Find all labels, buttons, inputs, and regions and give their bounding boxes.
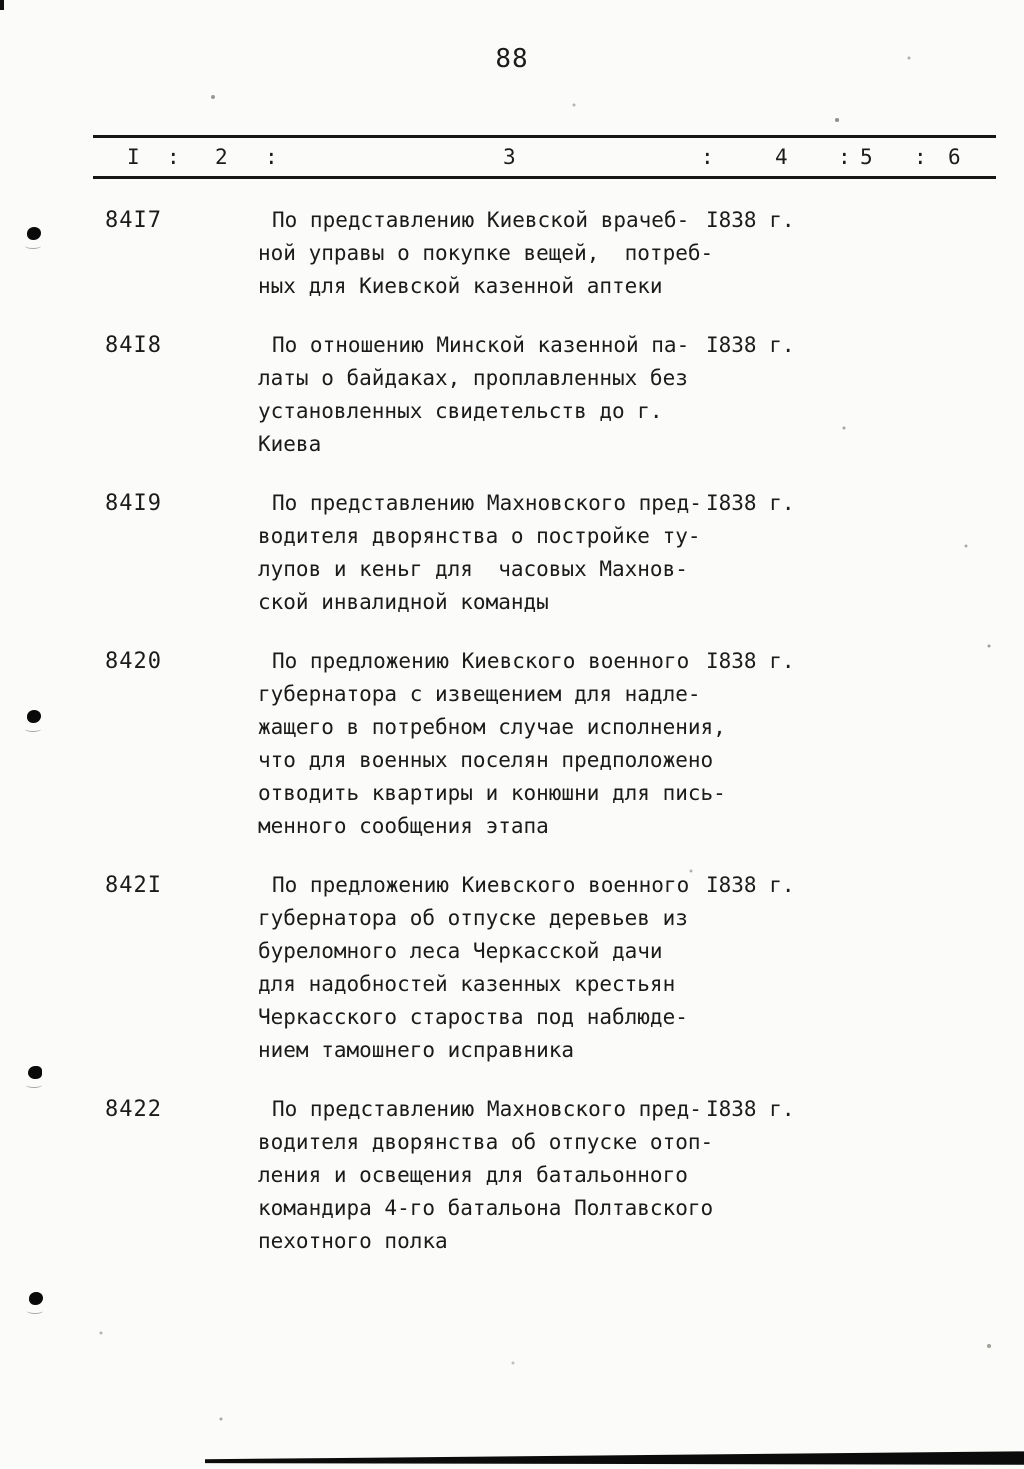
entry-text-line: По представлению Киевской врачеб- <box>272 208 690 232</box>
column-separator: : <box>701 145 714 169</box>
entry-number: 84I8 <box>105 333 162 358</box>
entry-text-line: По предложению Киевского военного <box>272 649 690 673</box>
entry-text-line: Черкасского староства под наблюде- <box>258 1005 688 1029</box>
column-header-6: 6 <box>948 145 961 169</box>
entry-number: 84I9 <box>105 491 162 516</box>
entry-year: I838 г. <box>706 491 795 515</box>
entry-description <box>258 204 728 303</box>
entry-text-line: губернатора с извещением для надле- <box>258 682 701 706</box>
column-separator: : <box>838 145 851 169</box>
entry-year: I838 г. <box>706 1097 795 1121</box>
column-header-1: I <box>127 145 140 169</box>
entry-text-line: лупов и кеньг для часовых Махнов- <box>258 557 688 581</box>
entry-description <box>258 1093 728 1258</box>
ink-blot <box>28 1066 42 1079</box>
table-row <box>0 1093 1024 1258</box>
entry-text-line: пехотного полка <box>258 1229 448 1253</box>
entry-number: 8422 <box>105 1097 162 1122</box>
entry-text-line: командира 4-го батальона Полтавского <box>258 1196 714 1220</box>
entry-description <box>258 645 728 843</box>
entry-text-line: для надобностей казенных крестьян <box>258 972 676 996</box>
entry-description <box>258 329 728 461</box>
entry-text-line: губернатора об отпуске деревьев из <box>258 906 688 930</box>
entry-list <box>0 204 1024 1284</box>
entry-text-line: менного сообщения этапа <box>258 814 549 838</box>
entry-text-line: буреломного леса Черкасской дачи <box>258 939 663 963</box>
entry-text-line: установленных свидетельств до г. <box>258 399 663 423</box>
entry-text-line: ной управы о покупке вещей, потреб- <box>258 241 714 265</box>
entry-text-line: отводить квартиры и конюшни для пись- <box>258 781 726 805</box>
column-separator: : <box>167 145 180 169</box>
entry-text-line: По предложению Киевского военного <box>272 873 690 897</box>
column-separator: : <box>265 145 278 169</box>
column-header-5: 5 <box>860 145 873 169</box>
entry-text-line: что для военных поселян предположено <box>258 748 714 772</box>
ink-blot <box>29 1292 43 1305</box>
entry-text-line: По представлению Махновского пред- <box>272 1097 702 1121</box>
table-row <box>0 645 1024 843</box>
entry-text-line: ской инвалидной команды <box>258 590 549 614</box>
entry-description <box>258 487 728 619</box>
column-header-2: 2 <box>215 145 228 169</box>
entry-text-line: ных для Киевской казенной аптеки <box>258 274 663 298</box>
column-header-3: 3 <box>503 145 516 169</box>
entry-text-line: водителя дворянства о постройке ту- <box>258 524 701 548</box>
entry-text-line: По отношению Минской казенной па- <box>272 333 690 357</box>
entry-number: 842I <box>105 873 162 898</box>
table-header-top-rule <box>93 135 996 138</box>
table-row <box>0 487 1024 619</box>
table-row <box>0 869 1024 1067</box>
entry-description <box>258 869 728 1067</box>
entry-text-line: По представлению Махновского пред- <box>272 491 702 515</box>
table-row <box>0 329 1024 461</box>
scan-noise-specks <box>0 0 2 2</box>
scan-edge-line <box>205 1450 1024 1466</box>
entry-text-line: жащего в потребном случае исполнения, <box>258 715 726 739</box>
entry-text-line: нием тамошнего исправника <box>258 1038 575 1062</box>
entry-year: I838 г. <box>706 649 795 673</box>
entry-number: 84I7 <box>105 208 162 233</box>
entry-text-line: водителя дворянства об отпуске отоп- <box>258 1130 714 1154</box>
table-header-bottom-rule <box>93 176 996 179</box>
entry-number: 8420 <box>105 649 162 674</box>
entry-year: I838 г. <box>706 208 795 232</box>
page-number: 88 <box>495 44 529 74</box>
entry-text-line: ления и освещения для батальонного <box>258 1163 688 1187</box>
table-row <box>0 204 1024 303</box>
entry-text-line: латы о байдаках, проплавленных без <box>258 366 688 390</box>
table-header-row <box>0 139 1024 177</box>
column-header-4: 4 <box>775 145 788 169</box>
entry-text-line: Киева <box>258 432 322 456</box>
entry-year: I838 г. <box>706 873 795 897</box>
entry-year: I838 г. <box>706 333 795 357</box>
column-separator: : <box>914 145 927 169</box>
